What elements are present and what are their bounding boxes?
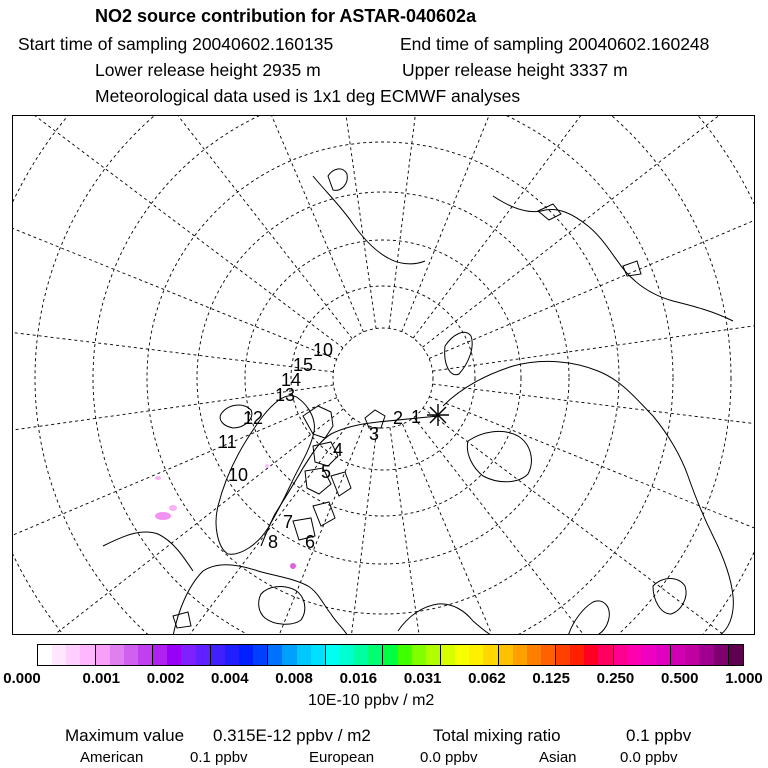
color-scale-segment [326,645,340,665]
color-scale-segment [556,645,570,665]
color-scale-segment [642,645,656,665]
contour-label: 10 [228,465,249,485]
contour-label: 1 [411,407,422,427]
contour-label: 4 [333,440,344,460]
novaya-zemlya-coastline [445,332,472,374]
latitude-circle [147,142,619,614]
color-scale-segment [196,645,211,665]
color-scale-segment [368,645,383,665]
color-scale-units: 10E-10 ppbv / m2 [308,692,435,709]
color-scale-tick-label: 0.008 [275,670,313,687]
contour-label: 2 [393,408,404,428]
contour-label: 6 [305,532,316,552]
color-scale-tick-label: 0.250 [596,670,635,687]
plot-title: NO2 source contribution for ASTAR-040602a [95,6,477,26]
color-scale-segment [671,645,685,665]
meridian-line [433,384,755,488]
color-scale-segment [383,645,397,665]
alaska-coastline [398,604,493,635]
star-icon [427,404,449,426]
color-scale-segment [412,645,426,665]
color-scale-tick-label: 0.016 [339,670,378,687]
meridian-line [31,116,363,332]
siberia-coastline [443,361,733,635]
color-scale-segment [211,645,225,665]
color-scale-segment [225,645,239,665]
color-scale-segment [598,645,613,665]
hudson-bay-coastline [259,587,305,625]
color-scale-segment [311,645,326,665]
contour-label: 8 [268,532,279,552]
color-scale-segment [469,645,483,665]
meridian-line [433,253,755,371]
start-time-label: Start time of sampling 20040602.160135 [18,34,334,54]
color-scale-segment [570,645,584,665]
contour-label: 3 [369,424,380,444]
latitude-circle [35,116,731,635]
lat-lon-grid [13,116,755,635]
latitude-circle [13,116,755,635]
max-value: 0.315E-12 ppbv / m2 [213,726,371,745]
color-scale-segment [398,645,412,665]
europe-coastline [493,196,733,321]
plume-blob [290,563,296,569]
meridian-line [13,409,344,635]
color-scale-tick-label: 0.062 [468,670,506,687]
total-mixing-ratio-value: 0.1 ppbv [626,726,692,745]
latitude-circle [13,116,755,635]
color-scale-segment [282,645,296,665]
coastlines [103,169,733,635]
polar-map [13,116,755,635]
meridian-line [13,116,337,359]
color-scale-segment [699,645,713,665]
color-scale-segment [297,645,311,665]
upper-release-height-label: Upper release height 3337 m [402,60,628,80]
latitude-circle [93,116,673,635]
color-scale-segment [268,645,282,665]
latitude-circle [291,286,475,470]
color-scale-segment [584,645,598,665]
color-scale-segment [527,645,541,665]
meridian-line [422,116,755,347]
color-scale-segment [426,645,441,665]
color-scale-segment [38,645,52,665]
color-scale-segment [628,645,642,665]
color-scale-segment [541,645,556,665]
japan-coastline [653,579,686,615]
color-scale-segment [483,645,498,665]
total-mixing-ratio-label: Total mixing ratio [433,726,561,745]
color-scale-segment [354,645,368,665]
polar-map-panel [12,115,755,635]
color-scale-tick-label: 0.500 [660,670,699,687]
color-scale-segment [714,645,729,665]
contour-label: 15 [293,355,314,375]
meridian-line [413,116,755,338]
color-scale-tick-label: 0.001 [82,670,121,687]
meridian-line [402,116,720,332]
color-scale-segment [614,645,628,665]
meridian-line [46,424,364,635]
color-scale-segment [685,645,699,665]
color-scale-segment [340,645,354,665]
meridian-line [13,116,343,348]
taymyr-coastline [467,431,531,481]
color-scale-segment [153,645,167,665]
color-scale-segment [513,645,527,665]
color-scale-tick-label: 0.000 [3,670,41,687]
meridian-line [414,417,755,635]
max-value-label: Maximum value [65,726,185,745]
color-scale-segment [729,645,743,665]
kamchatka-coastline [568,601,609,635]
european-value: 0.0 ppbv [420,749,478,766]
american-label: American [80,749,144,766]
meridian-line [429,116,755,358]
color-scale-segment [167,645,181,665]
color-scale-tick-label: 0.125 [532,670,570,687]
plume-blob [169,505,177,511]
trajectory-labels [218,340,421,552]
color-scale-segment [181,645,195,665]
end-time-label: End time of sampling 20040602.160248 [400,34,710,54]
color-scale-segment [441,645,455,665]
color-scale-segment [499,645,513,665]
plume-blob [155,512,171,520]
color-scale-tick-label: 0.002 [146,670,185,687]
color-scale-segment [656,645,671,665]
latitude-circle [197,192,569,564]
color-scale-tick-label: 1.000 [725,670,763,687]
color-scale-segment [253,645,268,665]
meridian-line [13,268,333,372]
color-scale-tick-label: 0.031 [403,670,442,687]
contour-label: 7 [283,512,294,532]
color-scale-segment [239,645,253,665]
asian-value: 0.0 ppbv [620,749,678,766]
meridian-line [389,116,493,328]
color-scale-segment [66,645,80,665]
color-scale-bar [37,644,744,666]
color-scale-segment [455,645,469,665]
contour-label: 14 [281,370,302,390]
color-scale-segment [80,645,95,665]
lower-release-height-label: Lower release height 2935 m [95,60,321,80]
plume-blob [155,476,161,480]
contour-label: 10 [313,340,334,360]
contour-label: 11 [218,432,237,452]
european-label: European [309,749,375,766]
asian-label: Asian [539,749,577,766]
color-scale-segment [124,645,138,665]
contour-label: 12 [243,408,264,428]
color-scale-segment [96,645,110,665]
meridian-line [429,397,755,635]
american-value: 0.1 ppbv [190,749,248,766]
plume-blob [265,464,269,468]
meteorological-data-label: Meteorological data used is 1x1 deg ECMWF analyses [95,86,521,106]
color-scale-segment [138,645,153,665]
color-scale-tick-label: 0.004 [211,670,249,687]
contour-label: 13 [275,385,296,405]
color-scale-segment [52,645,66,665]
meridian-line [423,408,755,635]
british-isles-coastline [328,169,347,190]
color-scale-segment [110,645,124,665]
contour-label: 5 [321,462,332,482]
